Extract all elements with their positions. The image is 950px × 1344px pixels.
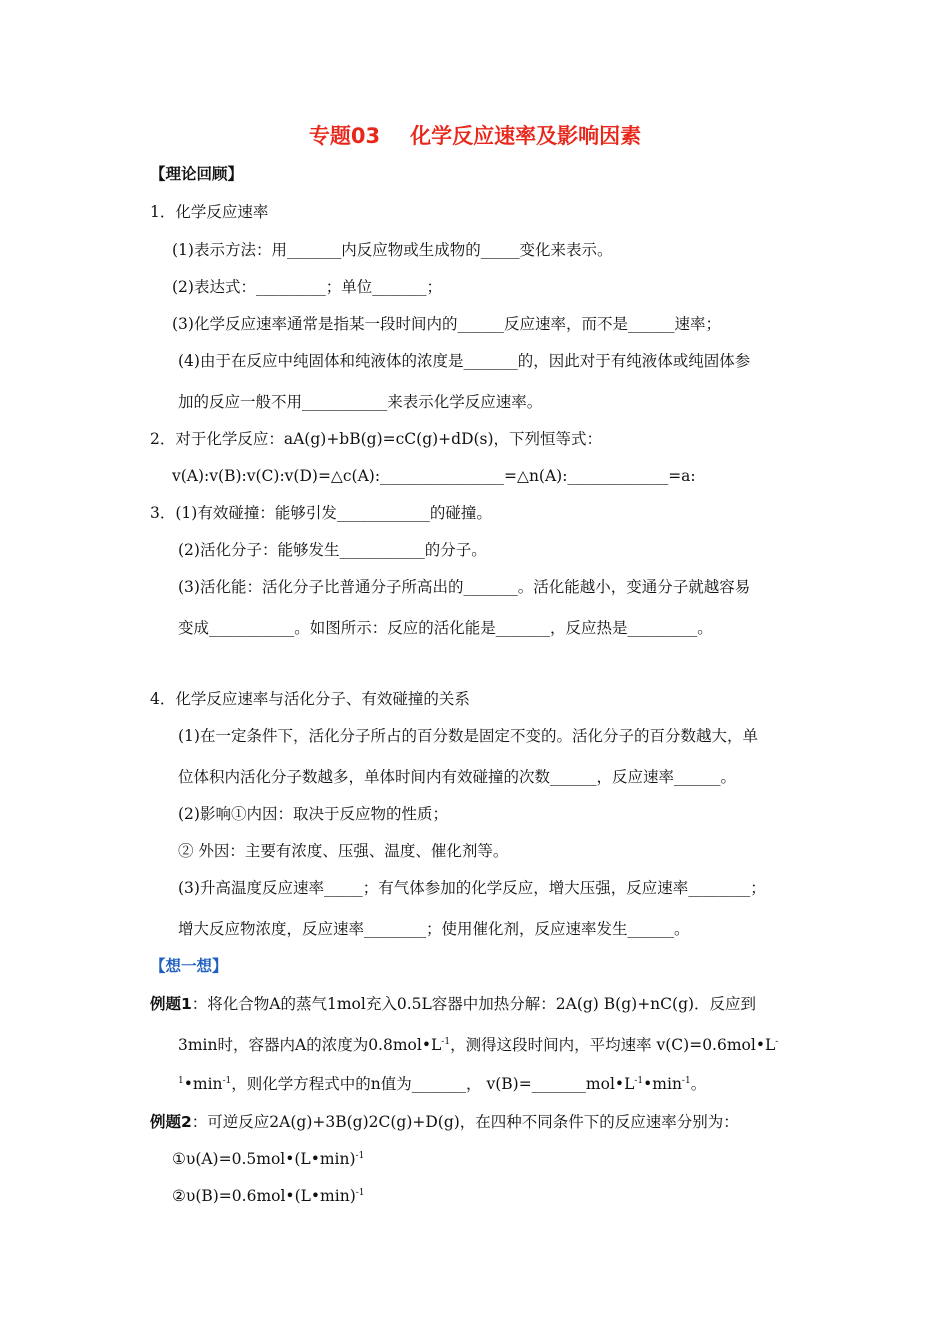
example-1-text-3c: •min [643,1075,682,1093]
example-1-line-3 [178,1073,706,1095]
example-1-text-3a: •min [183,1075,223,1093]
example-1-line-1 [150,993,756,1015]
section-2-line-1: v(A):v(B):v(C):v(D)=△c(A):________________=△n(A):_____________=a: [172,467,696,485]
example-1-sup-1: -1 [441,1037,451,1047]
section-4-line-1a: (1)在一定条件下，活化分子所占的百分数是固定不变的。活化分子的百分数越大，单 [178,727,758,745]
section-3-line-2: (2)活化分子：能够发生___________的分子。 [178,541,487,559]
title-text: 化学反应速率及影响因素 [410,124,642,148]
think-header: 【想一想】 [150,957,228,975]
section-3-line-3b: 变成___________。如图所示：反应的活化能是_______，反应热是_________。 [178,619,713,637]
example-1-sup-4: -1 [222,1076,232,1086]
section-4-line-3: ② 外因：主要有浓度、压强、温度、催化剂等。 [178,842,509,860]
example-1-sup-2: - [775,1037,779,1047]
example-1-line-2 [178,1034,778,1056]
section-1-heading: 1．化学反应速率 [150,203,269,221]
example-2-option-2 [172,1185,365,1207]
section-4-line-2: (2)影响①内因：取决于反应物的性质； [178,805,448,823]
section-1-line-1: (1)表示方法：用_______内反应物或生成物的_____变化来表示。 [172,241,613,259]
example-1-text-1: ：将化合物A的蒸气1mol充入0.5L容器中加热分解：2A(g) B(g)+nC(g)．反应到 [191,995,757,1013]
example-1-sup-5: -1 [634,1076,644,1086]
example-1-text-2b: ，测得这段时间内，平均速率 v(C)=0.6mol•L [450,1036,776,1054]
example-2-option-2-sup: -1 [355,1188,365,1198]
section-1-line-4b: 加的反应一般不用___________来表示化学反应速率。 [178,393,543,411]
example-2-text-1: ：可逆反应2A(g)+3B(g)2C(g)+D(g)，在四种不同条件下的反应速率分别为： [191,1113,739,1131]
page-title [0,122,950,150]
example-2-option-1-text: ①υ(A)=0.5mol•(L•min) [172,1150,356,1168]
example-2-option-1 [172,1148,364,1170]
example-2-option-1-sup: -1 [355,1151,365,1161]
section-3-line-1: 3．(1)有效碰撞：能够引发____________的碰撞。 [150,504,492,522]
example-2-label: 例题2 [150,1113,192,1131]
example-1-text-3d: 。 [690,1075,707,1093]
example-1-sup-6: -1 [681,1076,691,1086]
section-4-heading: 4．化学反应速率与活化分子、有效碰撞的关系 [150,690,470,708]
section-4-line-4b: 增大反应物浓度，反应速率________；使用催化剂，反应速率发生______。 [178,920,690,938]
section-1-line-2: (2)表达式：_________；单位_______； [172,278,442,296]
example-1-sup-3: 1 [178,1076,184,1086]
section-4-line-1b: 位体积内活化分子数越多，单体时间内有效碰撞的次数______，反应速率______。 [178,768,737,786]
section-4-line-4a: (3)升高温度反应速率_____；有气体参加的化学反应，增大压强，反应速率________； [178,879,766,897]
example-1-text-3b: ，则化学方程式中的n值为_______， v(B)=_______mol•L [231,1075,635,1093]
example-2-line-1 [150,1111,739,1133]
section-1-line-4a: (4)由于在反应中纯固体和纯液体的浓度是_______的，因此对于有纯液体或纯固体参 [178,352,751,370]
example-2-option-2-text: ②υ(B)=0.6mol•(L•min) [172,1187,356,1205]
section-1-line-3: (3)化学反应速率通常是指某一段时间内的______反应速率，而不是______速率； [172,315,721,333]
section-3-line-3a: (3)活化能：活化分子比普通分子所高出的_______。活化能越小，变通分子就越容易 [178,578,751,596]
section-2-heading: 2．对于化学反应：aA(g)+bB(g)=cC(g)+dD(s)，下列恒等式： [150,430,603,448]
theory-header: 【理论回顾】 [150,165,244,183]
title-prefix: 专题03 [308,124,381,148]
example-1-text-2a: 3min时，容器内A的浓度为0.8mol•L [178,1036,442,1054]
example-1-label: 例题1 [150,995,192,1013]
